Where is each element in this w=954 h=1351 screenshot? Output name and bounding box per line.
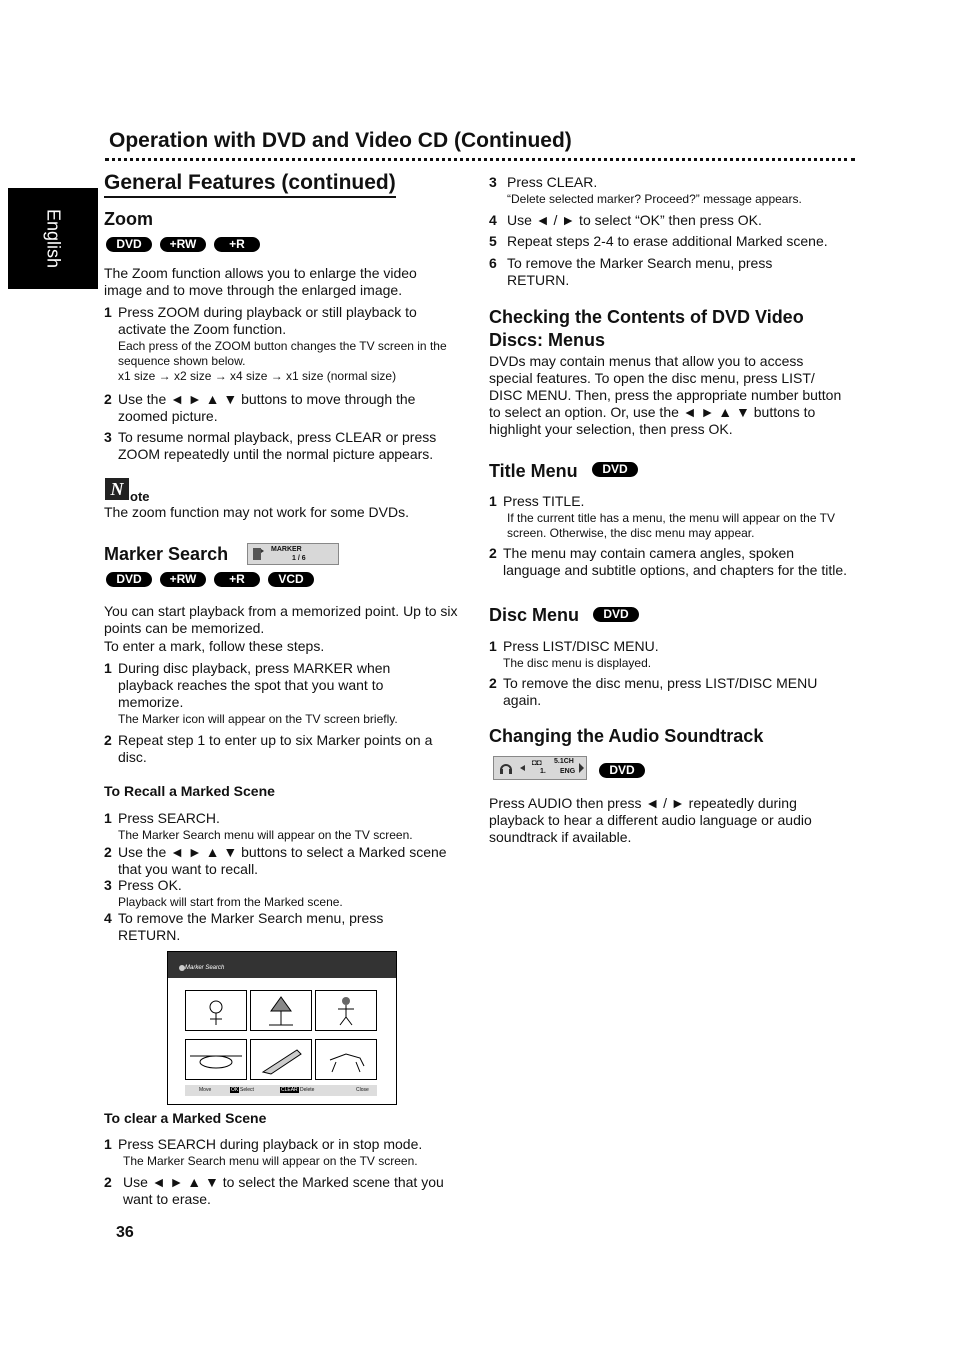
recall-step-4 [104, 910, 464, 944]
clear-step-5 [489, 233, 849, 250]
title-step-1 [489, 493, 849, 541]
step-text: Use the ◄ ► ▲ ▼ buttons to move through the zoomed picture. [118, 391, 416, 424]
clear-key: CLEAR [281, 1087, 298, 1093]
badge-dvd: DVD [106, 572, 152, 587]
audio-text: Press AUDIO then press ◄ / ► repeatedly during playback to hear a different audio language or audio soundtrack if available. [489, 795, 812, 845]
screen-header [168, 952, 396, 978]
step-number: 1 [104, 1136, 112, 1152]
step-number: 4 [489, 212, 497, 228]
badge-dvd: DVD [592, 462, 638, 477]
step-text: Repeat step 1 to enter up to six Marker points on a disc. [118, 732, 433, 765]
recall-step-1 [104, 810, 464, 843]
footer-select: Select [240, 1087, 254, 1093]
marker-intro-2: To enter a mark, follow these steps. [104, 638, 325, 654]
badge-dvd: DVD [599, 763, 645, 778]
screen-footer [185, 1085, 377, 1096]
disc-step-1 [489, 638, 849, 671]
step-number: 2 [104, 391, 112, 407]
marked-scene-thumb [185, 990, 247, 1031]
marked-scene-thumb [185, 1039, 247, 1080]
audio-heading: Changing the Audio Soundtrack [489, 726, 764, 746]
dotted-divider [105, 158, 855, 161]
recall-step-3 [104, 877, 464, 910]
step-text: Press SEARCH during playback or in stop mode. [118, 1136, 423, 1152]
marker-osd-label: MARKER [271, 546, 302, 553]
badge-dvd: DVD [106, 237, 152, 252]
recall-heading: To Recall a Marked Scene [104, 783, 275, 799]
footer-delete: Delete [300, 1087, 315, 1093]
step-number: 1 [489, 638, 497, 654]
step-text: During disc playback, press MARKER when playback reaches the spot that you want to memorize. [118, 660, 391, 710]
note-label: ote [130, 489, 150, 504]
step-number: 5 [489, 233, 497, 249]
step-number: 1 [104, 810, 112, 826]
menus-intro: DVDs may contain menus that allow you to access special features. To open the disc menu, press LIST/ DISC MENU. Then, press the appropriate number button to select an option. Or, use the ◄ ► ▲ ▼ buttons to highlight your selection, then press OK. [489, 353, 842, 437]
step-number: 2 [489, 545, 497, 561]
step-note: The Marker Search menu will appear on the TV screen. [123, 1154, 418, 1168]
step-number: 1 [104, 304, 112, 320]
dog-icon [316, 1040, 376, 1079]
footer-close: Close [356, 1087, 369, 1093]
marked-scene-thumb [250, 990, 312, 1031]
marker-step-1 [104, 660, 464, 727]
marker-icon [251, 546, 265, 562]
step-text: Use the ◄ ► ▲ ▼ buttons to select a Marked scene that you want to recall. [118, 844, 447, 877]
ufo-icon [186, 1040, 246, 1079]
step-note: If the current title has a menu, the menu will appear on the TV screen. Otherwise, the disc menu may appear. [507, 511, 835, 540]
figure-icon [316, 991, 376, 1030]
zoom-step-2 [104, 391, 464, 425]
step-text: Press CLEAR. [507, 174, 598, 190]
badge-dvd: DVD [593, 607, 639, 622]
badge-r: +R [214, 572, 260, 587]
step-note: The disc menu is displayed. [503, 656, 652, 670]
audio-osd-channels: 5.1CH [554, 758, 574, 765]
clear-heading: To clear a Marked Scene [104, 1110, 267, 1126]
marked-scene-thumb [315, 1039, 377, 1080]
step-number: 2 [104, 732, 112, 748]
note-text: The zoom function may not work for some DVDs. [104, 504, 409, 520]
audio-icon [498, 760, 532, 776]
badge-rw: +RW [160, 572, 206, 587]
zoom-step-3 [104, 429, 464, 463]
step-note: “Delete selected marker? Proceed?” message appears. [507, 192, 802, 206]
page-title: Operation with DVD and Video CD (Continued) [109, 129, 572, 152]
step-note: The Marker Search menu will appear on the TV screen. [118, 828, 413, 842]
step-number: 2 [104, 844, 112, 860]
clear-step-2 [104, 1174, 464, 1208]
step-number: 2 [104, 1174, 112, 1190]
badge-r: +R [214, 237, 260, 252]
marked-scene-thumb [250, 1039, 312, 1080]
title-menu-heading: Title Menu [489, 461, 578, 481]
step-text: Press ZOOM during playback or still playback to activate the Zoom function. [118, 304, 417, 337]
step-number: 3 [104, 877, 112, 893]
step-number: 1 [489, 493, 497, 509]
step-number: 2 [489, 675, 497, 691]
side-tab-label: English [43, 208, 64, 269]
step-text: To remove the disc menu, press LIST/DISC MENU again. [503, 675, 818, 708]
step-text: Repeat steps 2-4 to erase additional Marked scene. [507, 233, 828, 249]
note-icon: N [105, 478, 129, 500]
screen-marker-icon [179, 965, 185, 971]
step-text: The menu may contain camera angles, spoken language and subtitle options, and chapters for the title. [503, 545, 848, 578]
page-number: 36 [116, 1224, 134, 1241]
zoom-intro: The Zoom function allows you to enlarge the video image and to move through the enlarged image. [104, 265, 417, 298]
ok-key: OK [231, 1087, 239, 1093]
step-number: 3 [489, 174, 497, 190]
step-note: Playback will start from the Marked scene. [118, 895, 343, 909]
marker-osd [247, 543, 339, 565]
step-text: To remove the Marker Search menu, press RETURN. [507, 255, 773, 288]
right-arrow-icon [579, 763, 585, 773]
flower-icon [186, 991, 246, 1030]
disc-menu-heading: Disc Menu [489, 605, 580, 625]
zoom-badges [106, 237, 260, 252]
title-step-2 [489, 545, 849, 579]
step-text: Use ◄ ► ▲ ▼ to select the Marked scene that you want to erase. [123, 1174, 444, 1207]
section-title: General Features (continued) [104, 171, 396, 198]
marked-scene-thumb [315, 990, 377, 1031]
step-number: 3 [104, 429, 112, 445]
step-number: 1 [104, 660, 112, 676]
screen-title: Marker Search [185, 965, 225, 971]
dolby-icon: ◘◘ [532, 758, 542, 767]
marker-heading: Marker Search [104, 544, 229, 564]
recall-step-2 [104, 844, 464, 878]
zoom-sequence: x1 size → x2 size → x4 size → x1 size (normal size) [118, 369, 397, 383]
step-text: Press OK. [118, 877, 182, 893]
step-text: To resume normal playback, press CLEAR or press ZOOM repeatedly until the normal picture appears. [118, 429, 437, 462]
marker-badges [106, 572, 314, 587]
marker-osd-value: 1 / 6 [292, 555, 306, 562]
step-note: Each press of the ZOOM button changes the TV screen in the sequence shown below. [118, 339, 447, 368]
audio-osd [493, 756, 587, 780]
step-number: 6 [489, 255, 497, 271]
audio-osd-number: 1. [540, 768, 546, 775]
clear-step-3 [489, 174, 849, 207]
clear-step-6 [489, 255, 849, 289]
step-number: 4 [104, 910, 112, 926]
marker-search-screen [167, 951, 397, 1105]
zoom-heading: Zoom [104, 209, 153, 229]
disc-step-2 [489, 675, 849, 709]
marker-intro: You can start playback from a memorized point. Up to six points can be memorized. [104, 603, 458, 636]
audio-osd-language: ENG [560, 768, 576, 775]
step-text: Press LIST/DISC MENU. [503, 638, 659, 654]
shuttle-icon [251, 1040, 311, 1079]
step-text: Use ◄ / ► to select “OK” then press OK. [507, 212, 762, 228]
step-text: Press SEARCH. [118, 810, 220, 826]
zoom-step-1 [104, 304, 464, 384]
language-side-tab [8, 188, 98, 289]
badge-vcd: VCD [268, 572, 314, 587]
footer-move: Move [199, 1087, 212, 1093]
clear-step-4 [489, 212, 849, 229]
menus-heading: Checking the Contents of DVD Video Discs: Menus [489, 307, 804, 350]
badge-rw: +RW [160, 237, 206, 252]
step-text: To remove the Marker Search menu, press RETURN. [118, 910, 384, 943]
step-text: Press TITLE. [503, 493, 585, 509]
step-note: The Marker icon will appear on the TV screen briefly. [118, 712, 398, 726]
clear-step-1 [104, 1136, 464, 1169]
plant-icon [251, 991, 311, 1030]
marker-step-2 [104, 732, 464, 766]
